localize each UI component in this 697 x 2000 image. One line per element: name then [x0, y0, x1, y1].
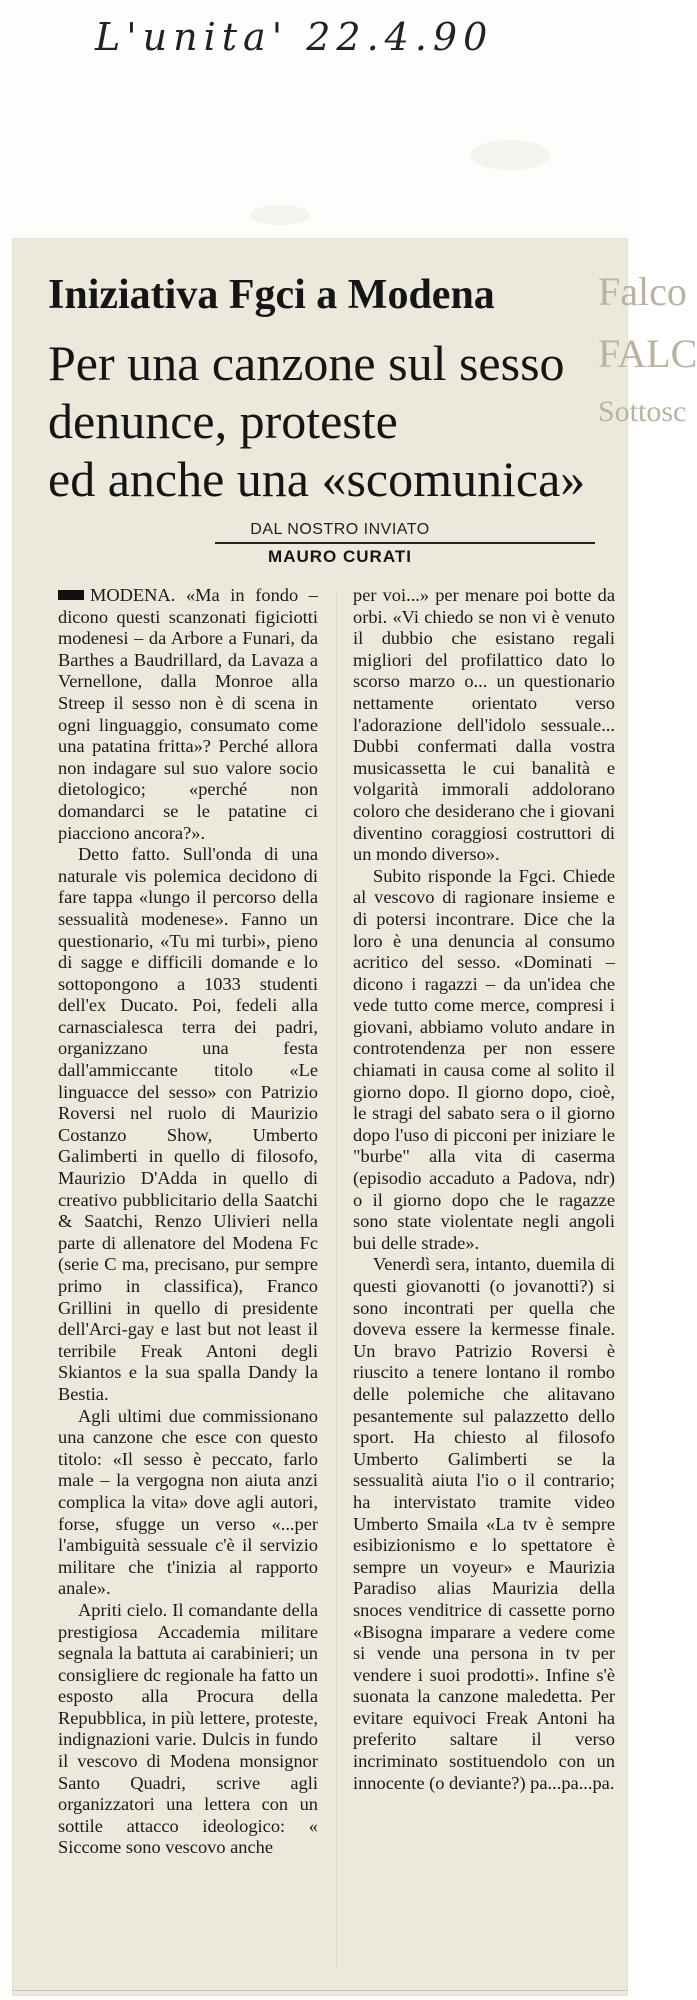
text-column-right: [353, 585, 615, 1794]
kicker: Iniziativa Fgci a Modena: [48, 272, 495, 318]
paragraph: MODENA. «Ma in fondo – dicono questi scanzonati figiciotti modenesi – da Arbore a Funari, da Barthes a Baudrillard, da Lavaza a Vernellone, dalla Monroe alla Streep il sesso non è di scena in ogni linguaggio, consumato come una patatina fritta»? Perché allora non indagare sul suo valore socio dietologico; «perché non domandarci se le patatine ci piacciono ancora?».: [58, 585, 318, 843]
paper-stain: [470, 140, 550, 170]
text-column-left: [58, 585, 318, 1859]
dateline-label: DAL NOSTRO INVIATO: [250, 521, 430, 538]
paragraph: Venerdì sera, intanto, duemila di questi giovanotti (o jovanotti?) si sono incontrati per quella che doveva essere la kermesse finale. Un bravo Patrizio Roversi è riuscito a tenere lontano il rombo delle polemiche che alitavano pesantemente sul palazzetto dello sport. Ha chiesto al filosofo Umberto Galimberti se la sessualità aiuta l'io o il contrario; ha intervistato tramite video Umberto Smaila «La tv è sempre esibizionismo e lo spettatore è sempre un voyeur» e Maurizia Paradiso alias Maurizia della snoces venditrice di cassette porno «Bisogna imparare a vedere come si vende una persona in tv per vendere i suoi prodotti». Infine s'è suonata la canzone maledetta. Per evitare equivoci Freak Antoni ha preferito saltare il verso incriminato sostituendolo con un innocente (o deviante?) pa...pa...pa.: [353, 1254, 615, 1793]
byline-rule: [215, 542, 595, 544]
paragraph: Apriti cielo. Il comandante della prestigiosa Accademia militare segnala la battuta ai carabinieri; un consigliere dc regionale ha fatto un esposto alla Procura della Repubblica, in più lettere, proteste, indignazioni varie. Dulcis in fundo il vescovo di Modena monsignor Santo Quadri, scrive agli organizzatori una lettera con un sottile attacco ideologico: « Siccome sono vescovo anche: [58, 1599, 318, 1858]
lead-bullet-icon: [58, 590, 84, 600]
byline: MAURO CURATI: [268, 547, 412, 566]
paragraph: Subito risponde la Fgci. Chiede al vescovo di ragionare insieme e di potersi incontrare. Dice che la loro è una denuncia al consumo acritico del sesso. «Dominati – dicono i ragazzi – da un'idea che vede tutto come merce, compresi i giovani, abbiamo voluto andare in controtendenza per non essere chiamati in causa come al solito il giorno dopo. Il giorno dopo, cioè, le stragi del sabato sera o il giorno dopo l'uso di picconi per iniziare le "burbe" alla vita di caserma (episodio accaduto a Padova, ndr) o il giorno dopo che le ragazze sono state violentate negli angoli bui delle strade».: [353, 865, 615, 1253]
adjacent-article-fragment: FALC: [598, 331, 697, 376]
clipping-edge: [12, 1990, 628, 1991]
paragraph: Agli ultimi due commissionano una canzone che esce con questo titolo: «Il sesso è peccato, farlo male – la vergogna non aiuta anzi complica la vita» dove agli autori, forse, sfugge un verso «...per l'ambiguità sessuale c'è il servizio militare che t'inizia al rapporto anale».: [58, 1405, 318, 1599]
handwritten-source-note: L'unita' 22.4.90: [95, 15, 494, 59]
adjacent-article-fragment: Sottosc: [598, 395, 687, 428]
column-divider: [336, 590, 337, 1970]
headline-line: denunce, proteste: [48, 393, 398, 449]
paragraph: Detto fatto. Sull'onda di una naturale vis polemica decidono di fare tappa «lungo il percorso della sessualità modenese». Fanno un questionario, «Tu mi turbi», pieno di sagge e difficili domande e lo sottopongono a 1033 studenti dell'ex Ducato. Poi, fedeli alla carnascialesca terra dei padri, organizzano una festa dall'ammiccante titolo «Le linguacce del sesso» con Patrizio Roversi nel ruolo di Maurizio Costanzo Show, Umberto Galimberti in quello di filosofo, Maurizio D'Adda in quello di creativo pubblicitario della Saatchi & Saatchi, Renzo Ulivieri nella parte di allenatore del Modena Fc (serie C ma, precisano, pur sempre primo in classifica), Franco Grillini in quello di presidente dell'Arci-gay e last but not least il terribile Freak Antoni degli Skiantos e la sua spalla Dandy la Bestia.: [58, 844, 318, 1404]
headline-line: Per una canzone sul sesso: [48, 335, 565, 391]
headline-line: ed anche una «scomunica»: [48, 451, 586, 507]
paragraph: per voi...» per menare poi botte da orbi. «Vi chiedo se non vi è venuto il dubbio che esistano regali migliori del profilattico dato lo scorso marzo o... un questionario nettamente orientato verso l'adorazione dell'idolo sessuale... Dubbi confermati dalla vostra musicassetta le cui banalità e volgarità immorali addolorano coloro che desiderano che i giovani diventino coraggiosi costruttori di un mondo diverso».: [353, 585, 615, 865]
headline: [48, 334, 608, 508]
adjacent-article-fragment: Falco: [598, 269, 687, 314]
paper-stain: [250, 205, 310, 225]
